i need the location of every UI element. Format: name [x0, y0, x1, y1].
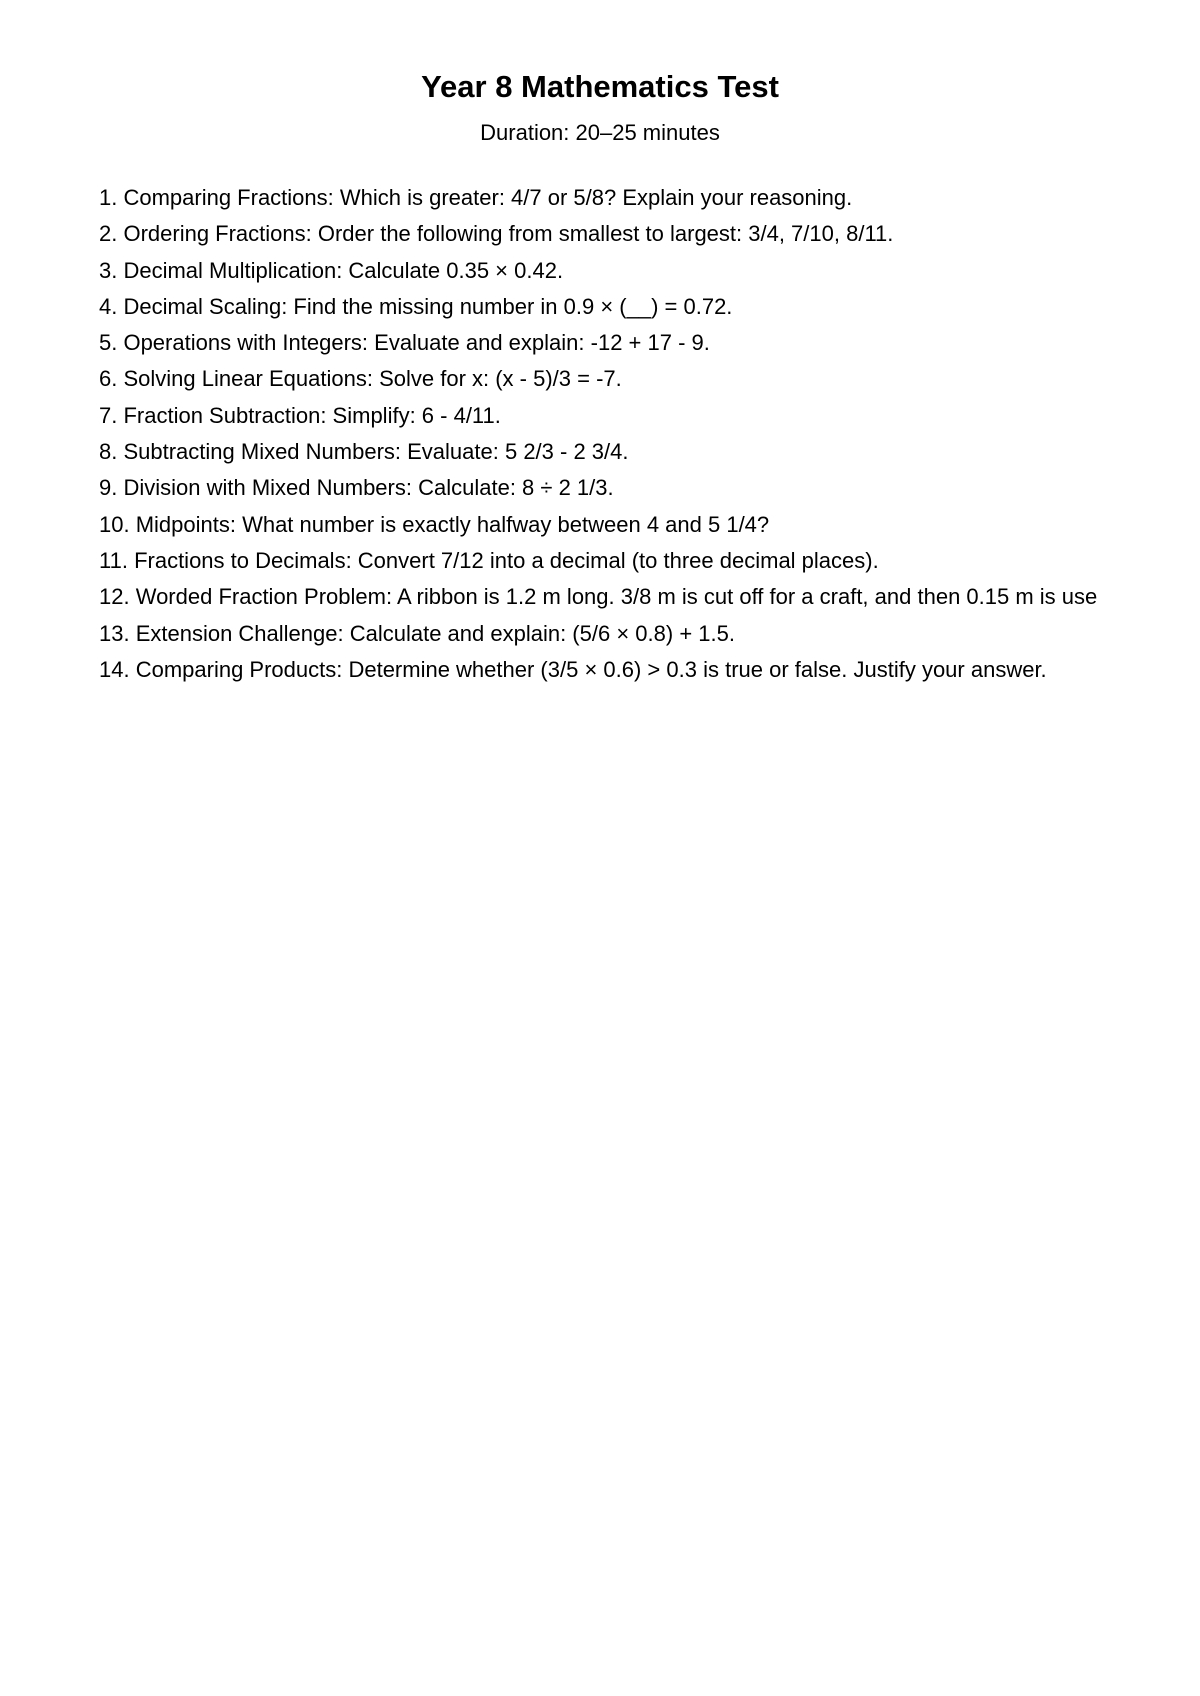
question-item: 7. Fraction Subtraction: Simplify: 6 - 4/11. [99, 402, 501, 428]
page-title: Year 8 Mathematics Test [421, 69, 779, 104]
question-item: 2. Ordering Fractions: Order the following from smallest to largest: 3/4, 7/10, 8/11. [99, 221, 894, 247]
question-item: 14. Comparing Products: Determine whether (3/5 × 0.6) > 0.3 is true or false. Justify your answer. [99, 656, 1047, 682]
question-item: 5. Operations with Integers: Evaluate and explain: -12 + 17 - 9. [99, 330, 710, 356]
question-item: 11. Fractions to Decimals: Convert 7/12 into a decimal (to three decimal places). [99, 547, 879, 573]
duration-text: Duration: 20–25 minutes [480, 120, 720, 145]
question-item: 8. Subtracting Mixed Numbers: Evaluate: 5 2/3 - 2 3/4. [99, 439, 629, 465]
question-list [99, 180, 1097, 688]
question-item: 1. Comparing Fractions: Which is greater: 4/7 or 5/8? Explain your reasoning. [99, 185, 853, 210]
question-item: 4. Decimal Scaling: Find the missing number in 0.9 × (__) = 0.72. [99, 293, 733, 319]
question-item: 9. Division with Mixed Numbers: Calculate: 8 ÷ 2 1/3. [99, 475, 614, 501]
question-item: 13. Extension Challenge: Calculate and explain: (5/6 × 0.8) + 1.5. [99, 620, 735, 646]
question-item: 10. Midpoints: What number is exactly halfway between 4 and 5 1/4? [99, 511, 770, 537]
question-item: 6. Solving Linear Equations: Solve for x: (x - 5)/3 = -7. [99, 366, 622, 392]
question-item: 12. Worded Fraction Problem: A ribbon is 1.2 m long. 3/8 m is cut off for a craft, and then 0.15 m is use [99, 584, 1098, 610]
question-item: 3. Decimal Multiplication: Calculate 0.35 × 0.42. [99, 257, 564, 283]
